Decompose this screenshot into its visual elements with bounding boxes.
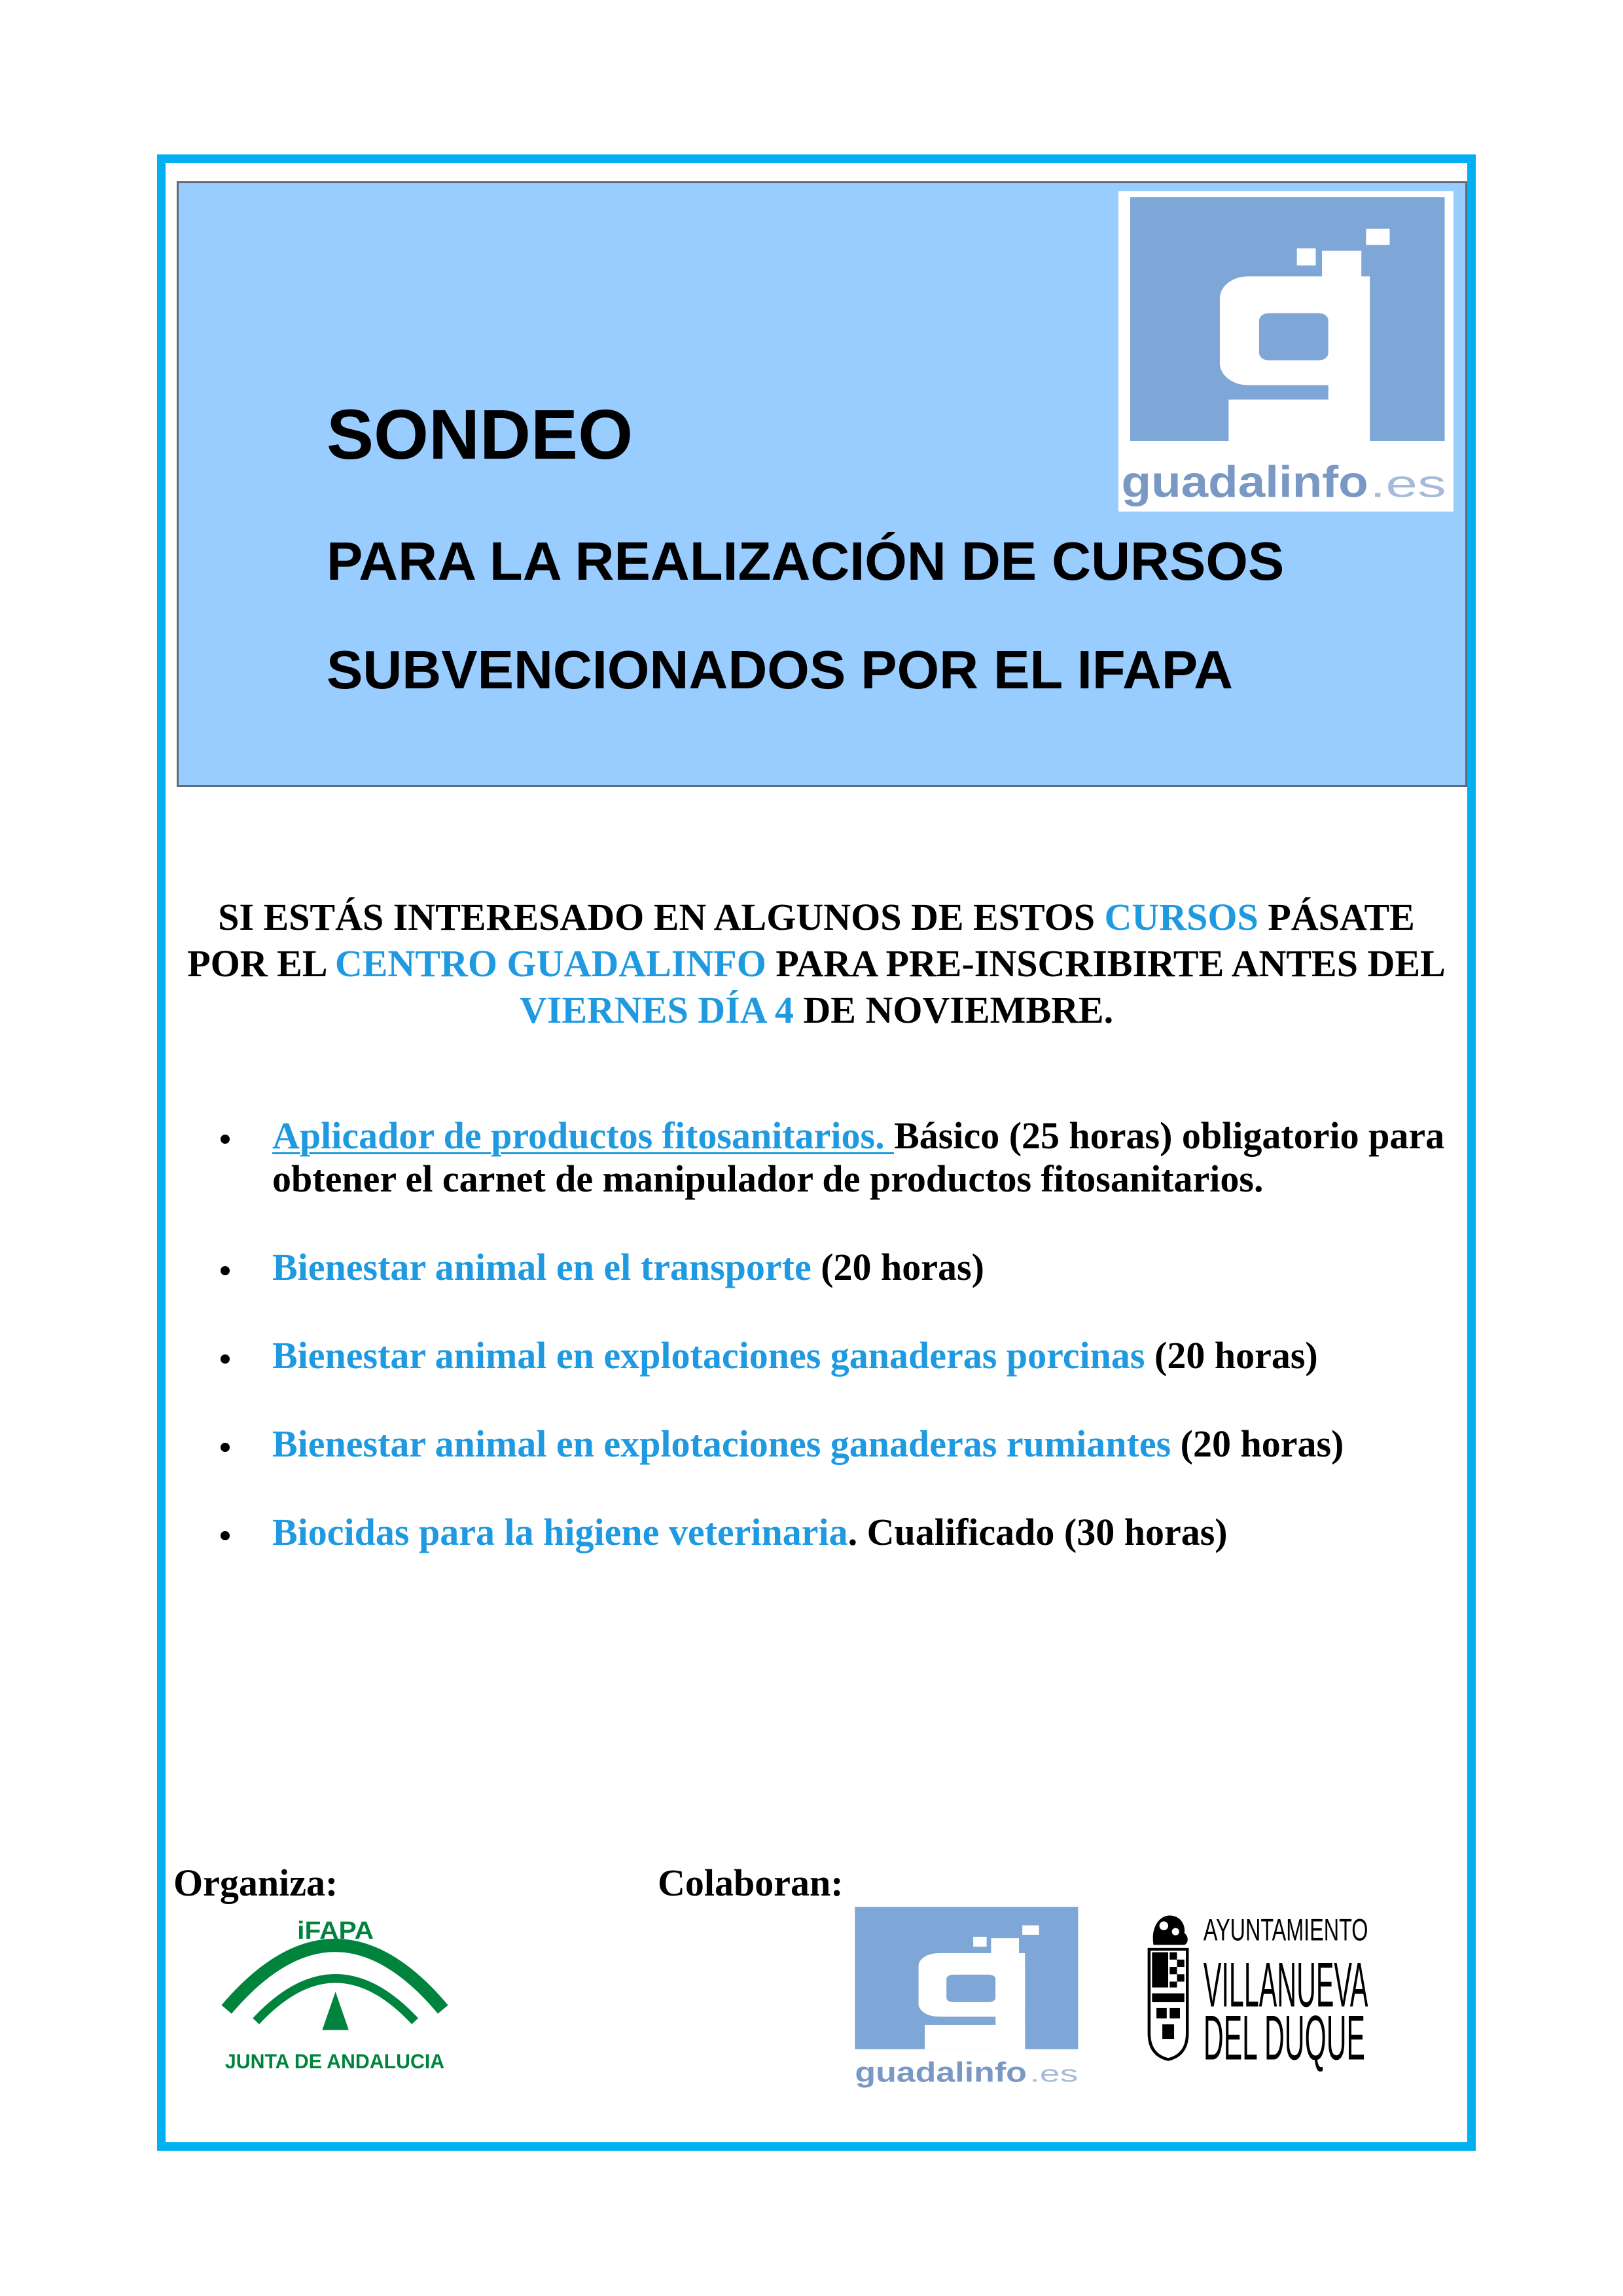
course-title: Bienestar animal en el transporte — [272, 1246, 812, 1288]
course-title: Biocidas para la higiene veterinaria — [272, 1511, 848, 1553]
notice-text: PÁSATE — [1258, 896, 1415, 938]
course-detail: (20 horas) — [1171, 1422, 1344, 1465]
guadalinfo-g-mark — [1130, 197, 1445, 441]
notice-highlight: CURSOS — [1104, 896, 1258, 938]
bullet-icon — [221, 1443, 230, 1452]
notice-text: DE NOVIEMBRE. — [793, 989, 1114, 1031]
notice-highlight: CENTRO GUADALINFO — [334, 942, 766, 985]
course-item — [272, 1334, 1467, 1377]
colaboran-label: Colaboran: — [658, 1862, 844, 1904]
bullet-icon — [221, 1266, 230, 1275]
guadalinfo-logo-footer — [855, 1905, 1080, 2089]
course-item — [272, 1511, 1467, 1554]
subtitle-line-1: PARA LA REALIZACIÓN DE CURSOS — [327, 531, 1285, 592]
organiza-label: Organiza: — [173, 1862, 338, 1904]
course-item — [272, 1114, 1467, 1201]
page-title: SONDEO — [327, 395, 633, 474]
course-detail: . Cualificado (30 horas) — [847, 1511, 1228, 1553]
course-title: Bienestar animal en explotaciones ganaderas rumiantes — [272, 1422, 1171, 1465]
notice-text: POR EL — [187, 942, 335, 985]
ayuntamiento-line-1: AYUNTAMIENTO — [1203, 1912, 1368, 1947]
notice-paragraph — [166, 894, 1467, 1033]
header-banner — [177, 181, 1467, 787]
ayuntamiento-line-3: DEL DUQUE — [1203, 2003, 1365, 2074]
course-detail: (20 horas) — [811, 1246, 984, 1288]
course-list — [272, 1114, 1467, 1599]
notice-line-2 — [166, 940, 1467, 987]
guadalinfo-wordmark-suffix: .es — [1370, 463, 1446, 506]
bullet-icon — [221, 1135, 230, 1144]
notice-highlight: VIERNES DÍA 4 — [519, 989, 794, 1031]
bullet-icon — [221, 1354, 230, 1364]
course-item — [272, 1422, 1467, 1466]
course-item — [272, 1246, 1467, 1289]
guadalinfo-wordmark: guadalinfo — [1121, 457, 1368, 507]
ifapa-junta-logo — [221, 1915, 449, 2074]
notice-text: SI ESTÁS INTERESADO EN ALGUNOS DE ESTOS — [218, 896, 1105, 938]
bullet-icon — [221, 1531, 230, 1540]
course-title-link[interactable]: Aplicador de productos fitosanitarios. — [272, 1114, 895, 1157]
subtitle-line-2: SUBVENCIONADOS POR EL IFAPA — [327, 639, 1234, 700]
junta-center-emblem — [322, 1992, 349, 2030]
course-detail: Básico (25 horas) obligatorio para obtener el carnet de manipulador de productos fitosanitarios. — [272, 1114, 1445, 1200]
notice-line-3 — [166, 987, 1467, 1033]
coat-of-arms-icon — [1149, 1915, 1188, 2059]
notice-text: PARA PRE-INSCRIBIRTE ANTES DEL — [766, 942, 1446, 985]
ayuntamiento-line-2: VILLANUEVA — [1203, 1950, 1368, 2021]
course-detail: (20 horas) — [1145, 1334, 1318, 1377]
junta-name: JUNTA DE ANDALUCIA — [224, 2049, 445, 2073]
guadalinfo-g-mark — [855, 1907, 1078, 2049]
guadalinfo-wordmark-suffix: .es — [1029, 2060, 1079, 2087]
guadalinfo-logo — [1118, 191, 1454, 512]
guadalinfo-wordmark: guadalinfo — [855, 2057, 1027, 2089]
course-title: Bienestar animal en explotaciones ganaderas porcinas — [272, 1334, 1145, 1377]
ayuntamiento-logo — [1145, 1912, 1371, 2074]
ifapa-acronym: iFAPA — [297, 1916, 374, 1945]
notice-line-1 — [166, 894, 1467, 940]
